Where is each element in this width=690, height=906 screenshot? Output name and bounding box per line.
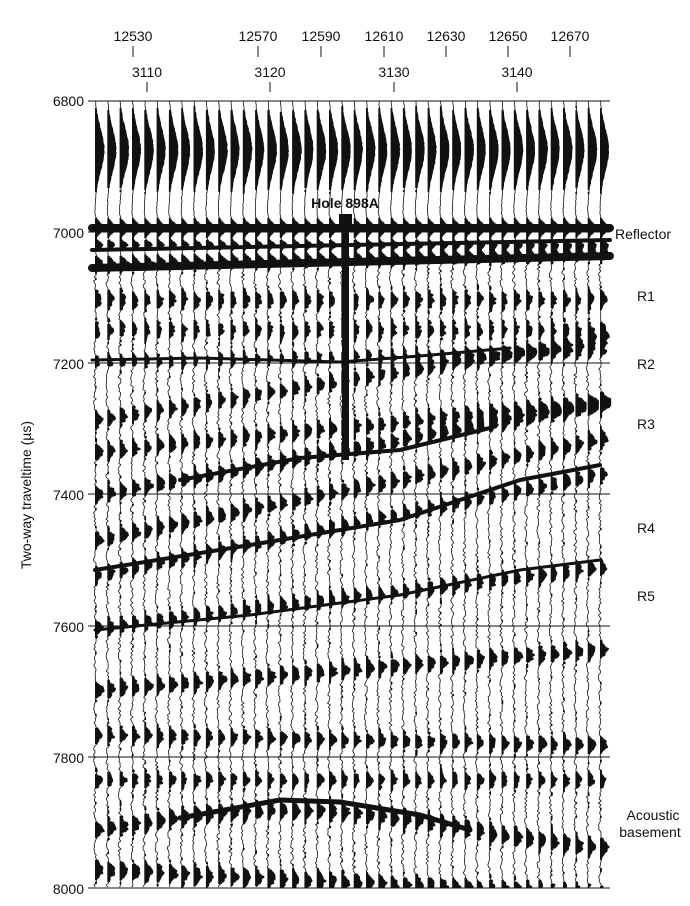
r1-label: R1 [637,288,655,304]
reflector-label: Reflector [615,226,672,242]
time-tick-label-7600: 7600 [52,619,84,635]
time-tick-label-6800: 6800 [52,93,84,109]
time-axis-title: Two-way traveltime (µs) [18,420,34,570]
borehole-cap [339,214,352,224]
shotpoint-axis [114,28,590,57]
shotpoint-label-12590: 12590 [301,28,341,44]
r5-label: R5 [637,588,655,604]
reflector-labels [615,226,681,840]
shotpoint-label-12650: 12650 [488,28,528,44]
borehole-column [342,222,349,460]
time-tick-label-7000: 7000 [52,225,84,241]
time-tick-label-8000: 8000 [52,881,84,897]
cdp-axis [132,64,533,92]
acoustic-basement-label-line2: basement [619,824,681,840]
r2-label: R2 [637,356,655,372]
trace-fill [194,107,204,885]
cdp-label-3140: 3140 [501,64,533,80]
acoustic-basement-label-line1: Acoustic [626,807,680,823]
time-axis [18,93,84,897]
r4-label: R4 [637,520,655,536]
cdp-label-3120: 3120 [254,64,286,80]
shotpoint-label-12670: 12670 [550,28,590,44]
cdp-label-3130: 3130 [378,64,410,80]
cdp-label-3110: 3110 [131,64,163,80]
time-tick-label-7800: 7800 [52,750,84,766]
time-tick-label-7400: 7400 [52,487,84,503]
time-tick-label-7200: 7200 [52,356,84,372]
shotpoint-label-12530: 12530 [113,28,153,44]
shotpoint-label-12630: 12630 [426,28,466,44]
shotpoint-label-12610: 12610 [364,28,404,44]
shotpoint-label-12570: 12570 [238,28,278,44]
hole-label: Hole 898A [311,195,379,211]
r3-label: R3 [637,416,655,432]
